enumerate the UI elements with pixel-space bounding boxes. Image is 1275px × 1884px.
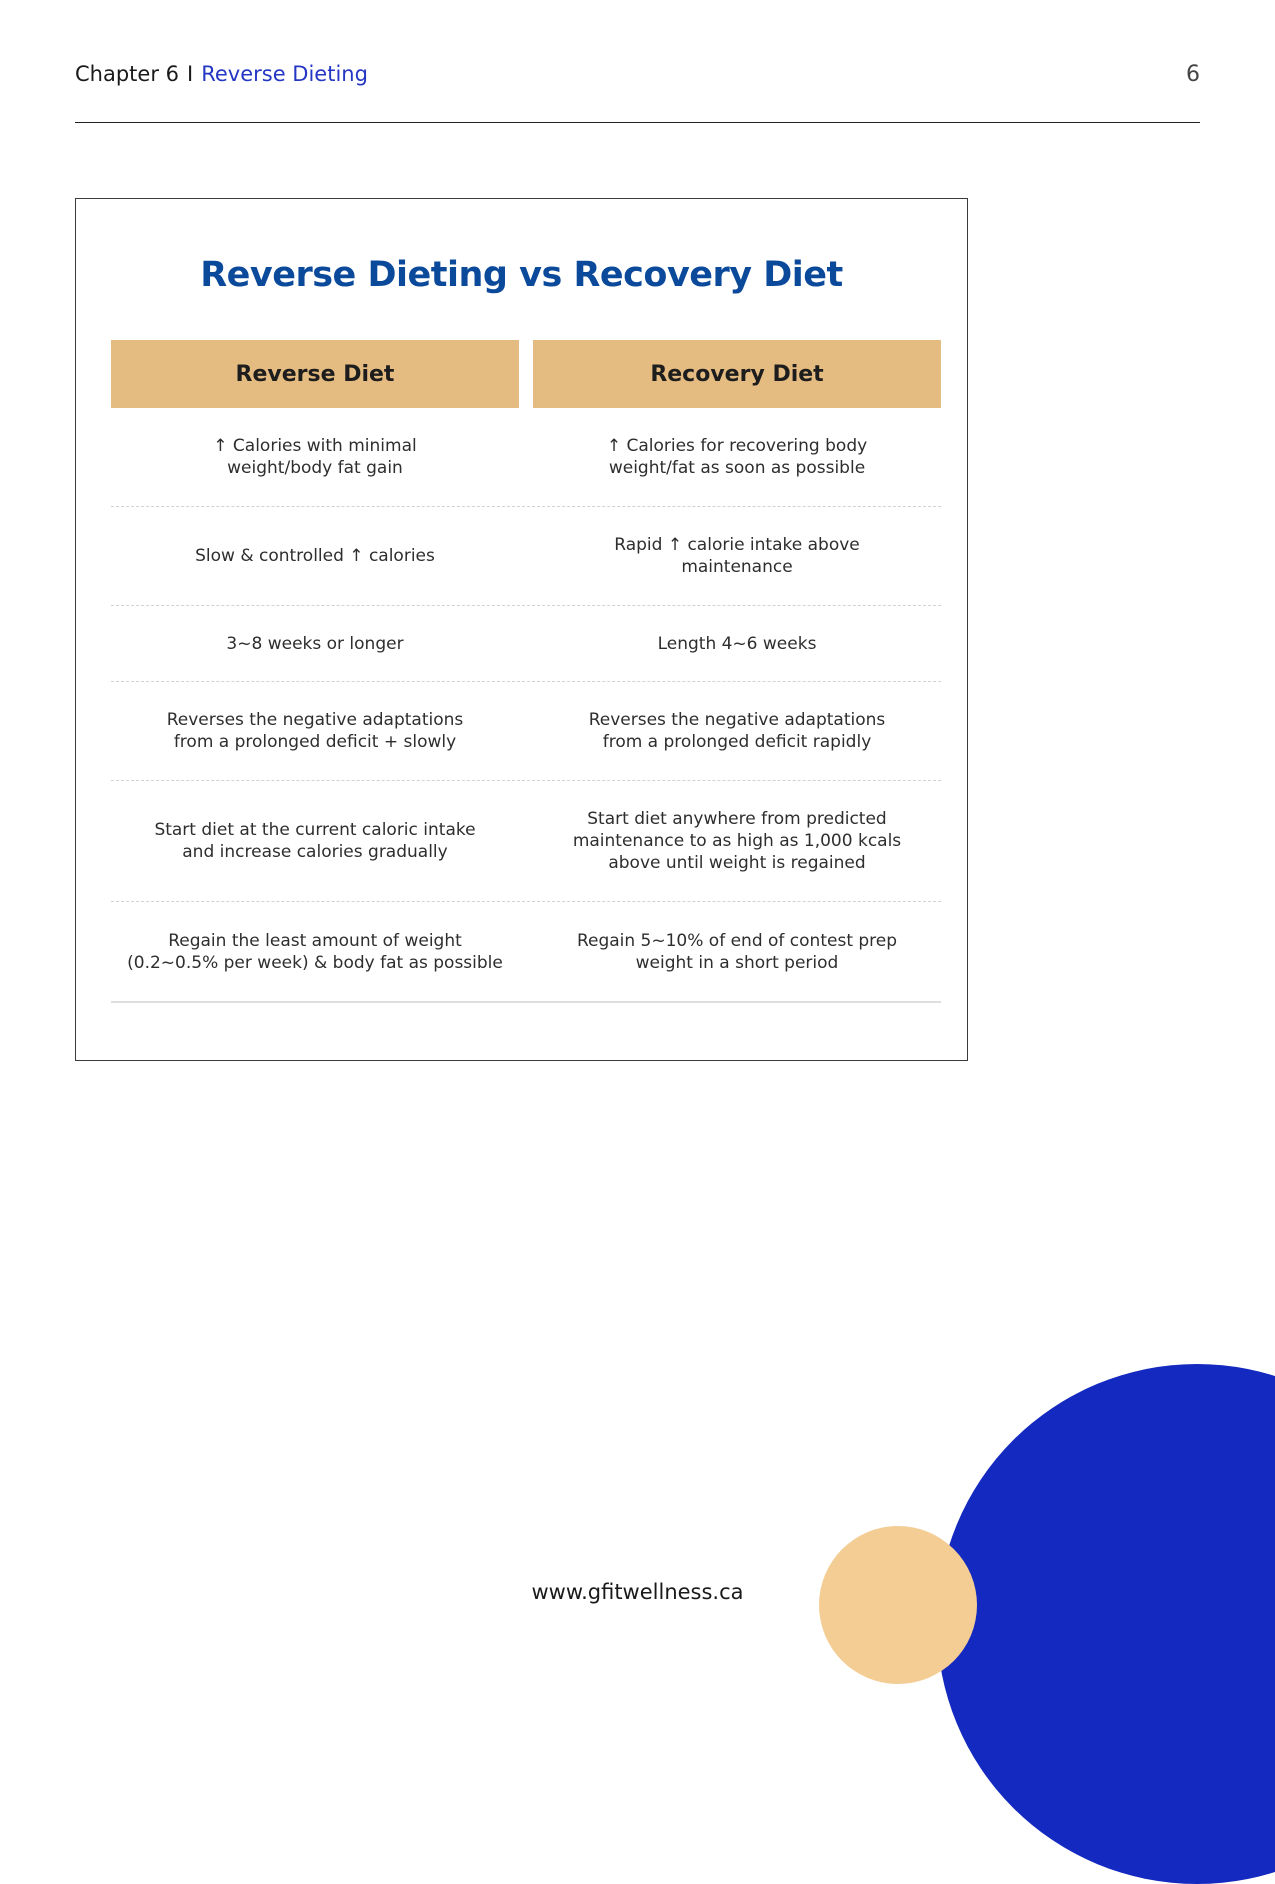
cell-line: Start diet at the current caloric intake [154,820,476,840]
cell-line: from a prolonged deficit rapidly [602,732,872,752]
cell-line: maintenance to as high as 1,000 kcals [572,831,902,851]
reverse-diet-cell [111,682,519,780]
footer-website-url: www.gfitwellness.ca [531,1580,744,1604]
recovery-diet-cell [533,507,941,605]
cell-line: above until weight is regained [608,853,866,873]
table-row [111,902,941,1003]
decorative-blue-circle [937,1364,1275,1884]
table-row [111,781,941,902]
cell-line: (0.2~0.5% per week) & body fat as possible [127,952,503,973]
page-header [75,62,1200,92]
cell-line: ↑ Calories for recovering body [606,436,868,456]
cell-line: 3~8 weeks or longer [226,633,404,654]
cell-line: Rapid ↑ calorie intake above [614,535,860,555]
table-row [111,408,941,507]
comparison-title: Reverse Dieting vs Recovery Diet [200,255,843,295]
chapter-topic: Reverse Dieting [201,62,368,86]
recovery-diet-cell [533,781,941,901]
chapter-label [75,62,368,86]
recovery-diet-cell [533,606,941,681]
reverse-diet-cell [111,781,519,901]
cell-line: Slow & controlled ↑ calories [195,546,435,566]
cell-line: maintenance [681,557,793,577]
cell-line: weight in a short period [635,952,839,973]
reverse-diet-cell [111,902,519,1001]
cell-line: Regain 5~10% of end of contest prep [576,930,898,951]
comparison-card [75,198,968,1061]
reverse-diet-cell [111,606,519,681]
column-header-reverse-diet: Reverse Diet [111,340,519,408]
table-row [111,507,941,606]
header-divider [75,122,1200,123]
cell-line: and increase calories gradually [182,842,448,862]
cell-line: weight/fat as soon as possible [608,458,866,478]
table-header-row [111,340,941,408]
cell-line: Regain the least amount of weight [168,930,462,951]
comparison-table [111,340,941,1003]
cell-line: Reverses the negative adaptations [588,710,886,730]
chapter-number: Chapter 6 [75,62,179,86]
cell-line: from a prolonged deficit + slowly [173,732,457,752]
column-header-recovery-diet: Recovery Diet [533,340,941,408]
cell-line: weight/body fat gain [227,458,403,478]
cell-line: Start diet anywhere from predicted [587,809,887,829]
recovery-diet-cell [533,902,941,1001]
cell-line: ↑ Calories with minimal [213,436,417,456]
recovery-diet-cell [533,682,941,780]
decorative-peach-circle [819,1526,977,1684]
recovery-diet-cell [533,408,941,506]
reverse-diet-cell [111,507,519,605]
cell-line: Reverses the negative adaptations [166,710,464,730]
page-number: 6 [1186,62,1200,87]
cell-line: Length 4~6 weeks [657,633,817,654]
table-row [111,682,941,781]
table-row [111,606,941,682]
reverse-diet-cell [111,408,519,506]
chapter-separator: I [187,62,194,86]
